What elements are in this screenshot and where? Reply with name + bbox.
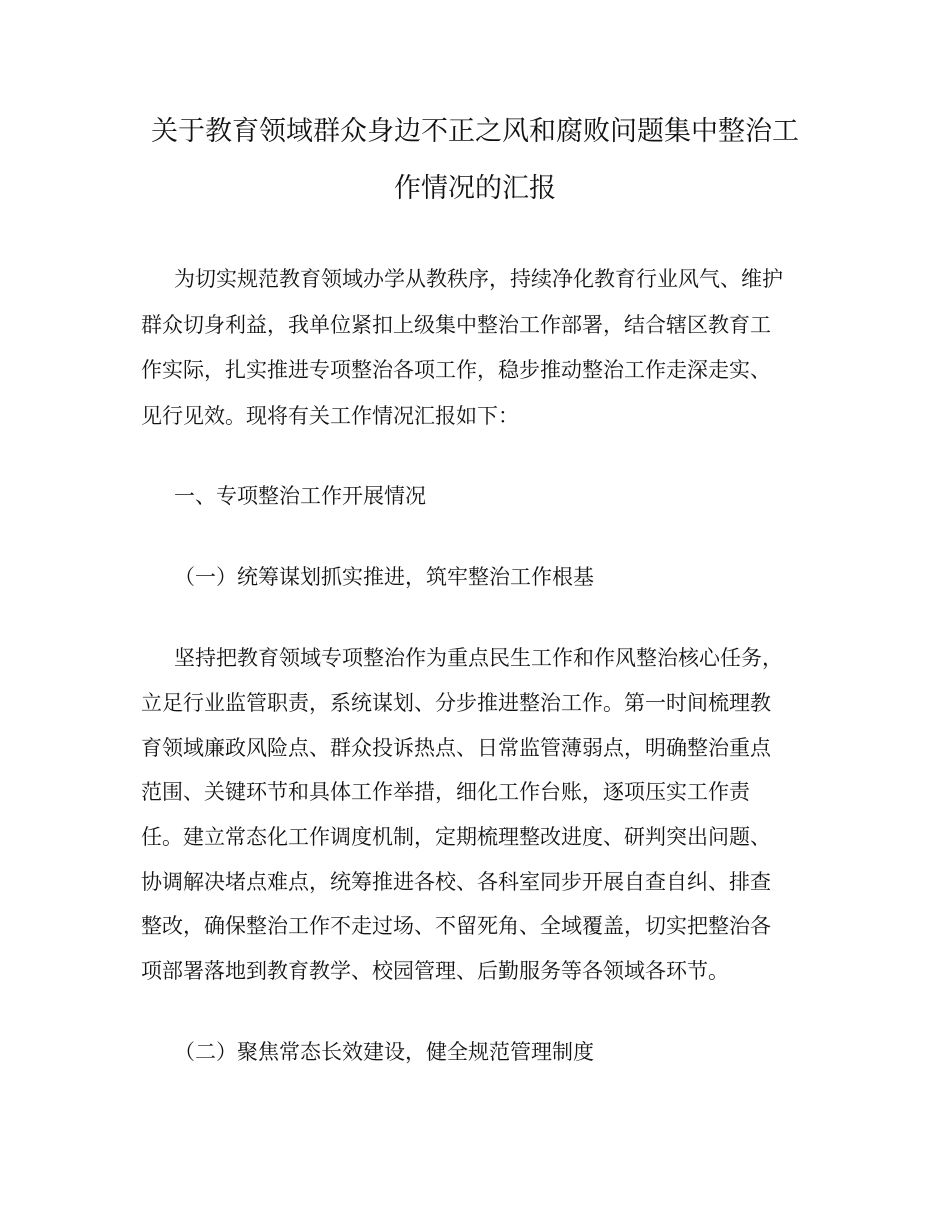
subsection-1-paragraph-line: 育领域廉政风险点、群众投诉热点、日常监管薄弱点，明确整治重点: [141, 736, 771, 760]
subsection-2-heading: （二）聚焦常态长效建设，健全规范管理制度: [174, 1040, 594, 1064]
section-1-heading: 一、专项整治工作开展情况: [174, 484, 426, 508]
intro-paragraph-line: 作实际，扎实推进专项整治各项工作，稳步推动整治工作走深走实、: [141, 358, 771, 382]
subsection-1-paragraph-line: 立足行业监管职责，系统谋划、分步推进整治工作。第一时间梳理教: [141, 691, 771, 715]
document-title-line-2: 作情况的汇报: [394, 173, 556, 204]
subsection-1-paragraph-line: 整改，确保整治工作不走过场、不留死角、全域覆盖，切实把整治各: [141, 914, 771, 938]
intro-paragraph-line: 群众切身利益，我单位紧扣上级集中整治工作部署，结合辖区教育工: [141, 313, 771, 337]
subsection-1-paragraph-line: 范围、关键环节和具体工作举措，细化工作台账，逐项压实工作责: [141, 780, 750, 804]
subsection-1-paragraph-line: 坚持把教育领域专项整治作为重点民生工作和作风整治核心任务，: [174, 646, 783, 670]
subsection-1-paragraph-line: 任。建立常态化工作调度机制，定期梳理整改进度、研判突出问题、: [141, 825, 771, 849]
subsection-1-heading: （一）统筹谋划抓实推进，筑牢整治工作根基: [174, 565, 594, 589]
subsection-1-paragraph-line: 项部署落地到教育教学、校园管理、后勤服务等各领域各环节。: [141, 959, 729, 983]
document-title-line-1: 关于教育领域群众身边不正之风和腐败问题集中整治工: [151, 116, 799, 147]
intro-paragraph-line: 为切实规范教育领域办学从教秩序，持续净化教育行业风气、维护: [174, 267, 783, 291]
intro-paragraph-line: 见行见效。现将有关工作情况汇报如下：: [141, 404, 519, 428]
subsection-1-paragraph-line: 协调解决堵点难点，统筹推进各校、各科室同步开展自查自纠、排查: [141, 870, 771, 894]
